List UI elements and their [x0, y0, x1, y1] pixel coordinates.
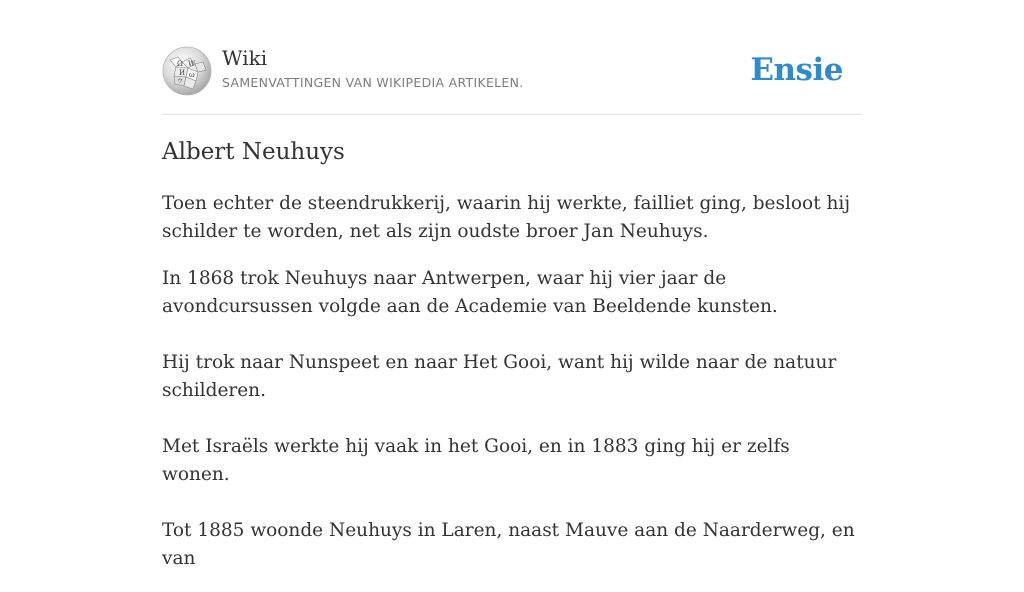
svg-text:ω: ω — [189, 71, 195, 79]
site-title[interactable]: Wiki — [222, 46, 268, 70]
svg-text:Ω: Ω — [177, 60, 183, 68]
article-content — [162, 134, 862, 592]
article-paragraph: Met Israëls werkte hij vaak in het Gooi, en in 1883 ging hij er zelfs wonen. — [162, 436, 790, 485]
site-tagline: SAMENVATTINGEN VAN WIKIPEDIA ARTIKELEN. — [222, 75, 524, 90]
article-paragraph: Tot 1885 woonde Neuhuys in Laren, naast Mauve aan de Naarderweg, en van — [162, 520, 855, 569]
wikipedia-globe-icon[interactable] — [162, 46, 212, 96]
article-title: Albert Neuhuys — [162, 139, 345, 165]
svg-text:И: И — [179, 69, 186, 77]
article-paragraph: Toen echter de steendrukkerij, waarin hij werkte, failliet ging, besloot hij schilder te worden, net als zijn oudste broer Jan Neuhuys. — [162, 193, 851, 242]
svg-text:W: W — [188, 60, 196, 68]
ensie-brand-link[interactable]: Ensie — [750, 52, 843, 88]
article-paragraph: Hij trok naar Nunspeet en naar Het Gooi, want hij wilde naar de natuur schilderen. — [162, 352, 837, 401]
svg-text:ウ: ウ — [177, 78, 184, 85]
article-paragraph: In 1868 trok Neuhuys naar Antwerpen, waar hij vier jaar de avondcursussen volgde aan de Academie van Beeldende kunsten. — [162, 268, 778, 317]
site-header — [162, 44, 862, 115]
